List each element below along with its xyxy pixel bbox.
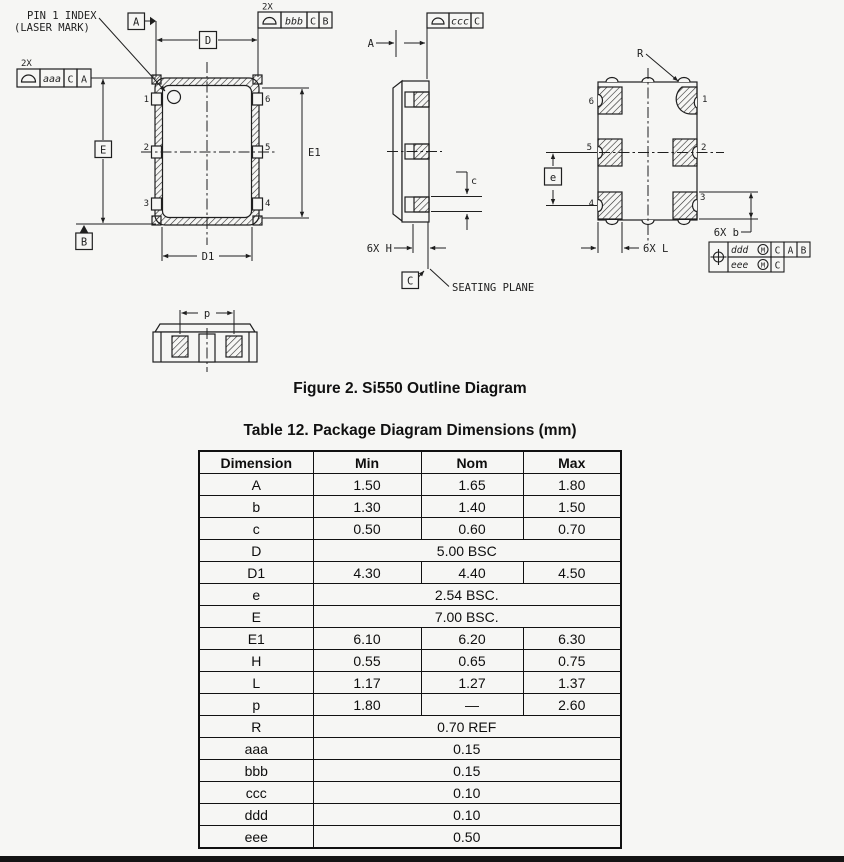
edge-castellation [152, 93, 162, 105]
table-row [199, 826, 621, 849]
table-row [199, 628, 621, 650]
nom-cell: 1.27 [421, 672, 523, 694]
tolerance-frame-bbb [258, 3, 332, 29]
end-view [153, 308, 257, 372]
spanned-value-cell: 5.00 BSC [313, 540, 621, 562]
table-row [199, 804, 621, 826]
datum-b-label: B [80, 236, 88, 249]
tolerance-frame-position [709, 242, 810, 272]
nom-cell: — [421, 694, 523, 716]
count-label-6xb: 6X b [713, 227, 739, 239]
datum-ref: C [774, 245, 781, 257]
pin-label: 4 [588, 199, 594, 209]
dim-label-D: D [204, 35, 212, 47]
dimension-cell: E [199, 606, 313, 628]
datum-c-label: C [407, 275, 414, 288]
pin-label: 3 [700, 193, 706, 203]
table-body [199, 474, 621, 849]
datum-ref: A [80, 74, 88, 86]
dimension-cell: D1 [199, 562, 313, 584]
spanned-value-cell: 0.10 [313, 804, 621, 826]
dimension-cell: b [199, 496, 313, 518]
min-cell: 0.50 [313, 518, 421, 540]
table-header-row [199, 451, 621, 474]
dimension-cell: aaa [199, 738, 313, 760]
dimension-cell: e [199, 584, 313, 606]
min-cell: 1.30 [313, 496, 421, 518]
dimension-cell: L [199, 672, 313, 694]
nom-cell: 1.65 [421, 474, 523, 496]
pin-label: 6 [588, 97, 594, 107]
table-row [199, 606, 621, 628]
dim-label-R: R [637, 48, 644, 60]
dimensions-table [198, 450, 622, 849]
page-edge-bar [0, 856, 844, 862]
qty-note: 2X [262, 2, 273, 13]
col-header-dimension: Dimension [199, 451, 313, 474]
spanned-value-cell: 0.15 [313, 738, 621, 760]
nom-cell: 4.40 [421, 562, 523, 584]
pin-label: 3 [143, 199, 149, 209]
figure-caption: Figure 2. Si550 Outline Diagram [293, 380, 527, 397]
col-header-max: Max [523, 451, 621, 474]
position-symbol-icon [711, 249, 727, 265]
dimension-cell: R [199, 716, 313, 738]
dimension-cell: H [199, 650, 313, 672]
dim-label-c: c [471, 176, 478, 187]
dimension-cell: D [199, 540, 313, 562]
outline-diagram [0, 0, 844, 378]
edge-castellation [253, 198, 263, 210]
dim-label-E1: E1 [308, 147, 321, 159]
tolerance-value: ccc [450, 16, 470, 28]
min-cell: 1.50 [313, 474, 421, 496]
spanned-value-cell: 0.10 [313, 782, 621, 804]
spanned-value-cell: 2.54 BSC. [313, 584, 621, 606]
profile-of-surface-icon [263, 18, 276, 24]
max-cell: 0.75 [523, 650, 621, 672]
nom-cell: 6.20 [421, 628, 523, 650]
max-cell: 6.30 [523, 628, 621, 650]
datum-ref: C [473, 16, 481, 28]
edge-castellation [253, 93, 263, 105]
pin-label: 4 [265, 199, 271, 209]
pin-label: 6 [265, 95, 271, 105]
seating-plane-callout [402, 269, 534, 294]
pin-label: 1 [143, 95, 149, 105]
spanned-value-cell: 0.50 [313, 826, 621, 849]
dimension-cell: p [199, 694, 313, 716]
col-header-min: Min [313, 451, 421, 474]
leader-line [646, 54, 678, 81]
datum-ref: A [787, 245, 794, 257]
table-row [199, 562, 621, 584]
max-cell: 1.37 [523, 672, 621, 694]
pin-label: 2 [701, 143, 707, 153]
table-row [199, 474, 621, 496]
tolerance-value: aaa [42, 74, 62, 85]
max-cell: 1.50 [523, 496, 621, 518]
table-row [199, 518, 621, 540]
dim-label-A: A [367, 38, 374, 50]
top-view [141, 62, 277, 245]
pin1-note-text: (LASER MARK) [14, 22, 90, 34]
datum-feature-a [128, 13, 156, 30]
table-row [199, 540, 621, 562]
dimension-e [545, 153, 598, 206]
max-cell: 0.70 [523, 518, 621, 540]
table-row [199, 760, 621, 782]
dimension-c [431, 172, 482, 230]
dim-label-E: E [100, 144, 107, 157]
dim-label-D1: D1 [201, 251, 215, 263]
count-label-6xH: 6X H [366, 243, 392, 255]
count-label-6xL: 6X L [643, 243, 669, 255]
table-row [199, 496, 621, 518]
pin1-note-text: PIN 1 INDEX [27, 10, 97, 22]
pin-label: 1 [702, 95, 708, 105]
pin-label: 2 [143, 143, 149, 153]
max-cell: 1.80 [523, 474, 621, 496]
seating-plane-label: SEATING PLANE [452, 282, 535, 294]
dimension-cell: bbb [199, 760, 313, 782]
end-pad [172, 336, 188, 357]
datum-triangle-icon [150, 17, 156, 25]
tolerance-value: bbb [284, 16, 304, 28]
dimension-E1 [262, 88, 321, 218]
datum-a-label: A [133, 16, 140, 29]
datum-ref: C [67, 74, 74, 86]
min-cell: 1.80 [313, 694, 421, 716]
pin1-index-mark [168, 91, 181, 104]
min-cell: 1.17 [313, 672, 421, 694]
tolerance-frame-ccc [427, 13, 483, 79]
datum-ref: C [309, 16, 317, 28]
dimension-cell: E1 [199, 628, 313, 650]
dimension-L [581, 222, 668, 255]
dimension-A [368, 30, 425, 57]
min-cell: 0.55 [313, 650, 421, 672]
pin-label: 5 [265, 143, 271, 153]
min-cell: 4.30 [313, 562, 421, 584]
bottom-view [560, 48, 724, 244]
dimension-H [367, 222, 446, 269]
edge-castellation [152, 198, 162, 210]
mmc-modifier-letter: M [760, 261, 766, 270]
end-pad [226, 336, 242, 357]
spanned-value-cell: 0.70 REF [313, 716, 621, 738]
pin1-note [14, 10, 165, 91]
nom-cell: 0.60 [421, 518, 523, 540]
dimension-b [699, 192, 758, 239]
table-title: Table 12. Package Diagram Dimensions (mm) [243, 422, 577, 439]
dim-label-p: p [203, 308, 211, 320]
tolerance-value: eee [731, 260, 749, 271]
profile-of-surface-icon [22, 75, 36, 82]
tolerance-frame-aaa [17, 59, 156, 87]
datum-triangle-icon [80, 225, 88, 233]
table-row [199, 650, 621, 672]
dim-label-e: e [549, 171, 557, 184]
max-cell: 2.60 [523, 694, 621, 716]
spanned-value-cell: 0.15 [313, 760, 621, 782]
package-lid-end [155, 324, 255, 332]
mmc-modifier-letter: M [760, 246, 766, 255]
tolerance-value: ddd [731, 245, 749, 256]
min-cell: 6.10 [313, 628, 421, 650]
max-cell: 4.50 [523, 562, 621, 584]
col-header-nom: Nom [421, 451, 523, 474]
spanned-value-cell: 7.00 BSC. [313, 606, 621, 628]
table-row [199, 738, 621, 760]
dimension-cell: c [199, 518, 313, 540]
profile-of-surface-icon [432, 18, 444, 24]
nom-cell: 0.65 [421, 650, 523, 672]
qty-note: 2X [21, 59, 32, 69]
dimension-cell: eee [199, 826, 313, 849]
table-row [199, 694, 621, 716]
dimension-cell: A [199, 474, 313, 496]
table-row [199, 584, 621, 606]
datum-ref: C [774, 260, 781, 272]
table-row [199, 716, 621, 738]
table-row [199, 782, 621, 804]
dimension-cell: ccc [199, 782, 313, 804]
dimension-cell: ddd [199, 804, 313, 826]
datum-ref: B [800, 245, 807, 257]
table-row [199, 672, 621, 694]
pin-label: 5 [586, 143, 592, 153]
nom-cell: 1.40 [421, 496, 523, 518]
side-view [387, 81, 442, 222]
datum-ref: B [322, 16, 329, 28]
